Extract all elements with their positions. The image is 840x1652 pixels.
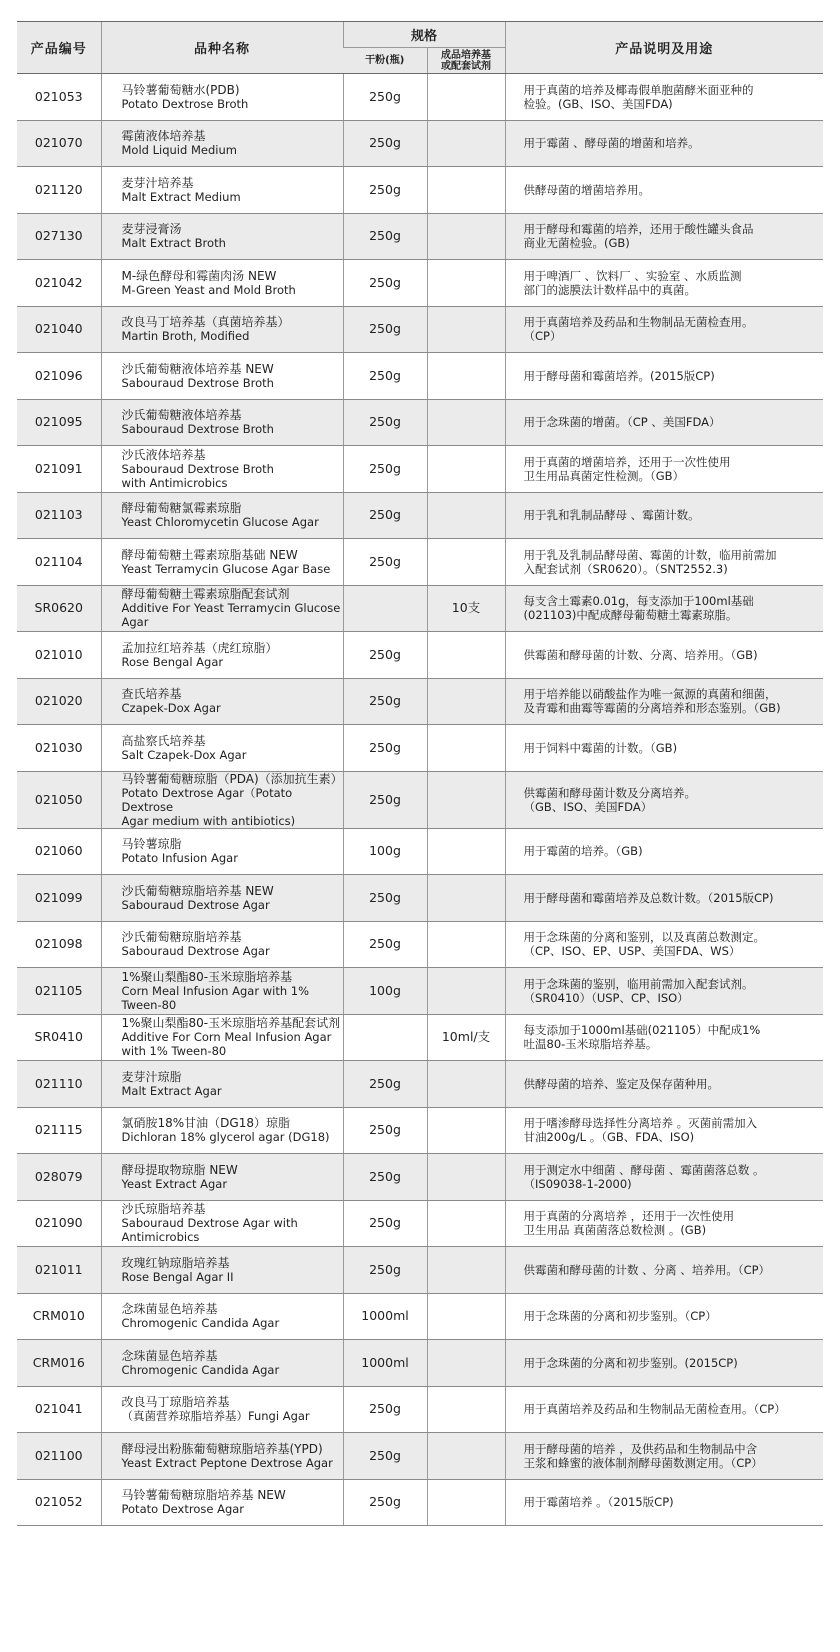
product-name-en: Potato Dextrose Agar（Potato Dextrose Agar medium with antibiotics) [121, 785, 296, 828]
kit-spec [427, 771, 505, 828]
kit-spec [427, 167, 505, 214]
product-code: 021053 [17, 74, 101, 121]
product-name-cn: 查氏培养基 [121, 687, 182, 702]
dry-powder-spec [343, 1014, 427, 1061]
product-description: 用于饲料中霉菌的计数。（GB) [505, 725, 823, 772]
table-row [17, 120, 823, 167]
dry-powder-spec: 100g [343, 828, 427, 875]
product-name [101, 921, 343, 968]
table-body [17, 74, 823, 1526]
product-name-en: Corn Meal Infusion Agar with 1% Tween-80 [121, 983, 310, 1012]
table-row [17, 1107, 823, 1154]
table-row [17, 632, 823, 679]
kit-spec [427, 1107, 505, 1154]
product-name-cn: 酵母浸出粉胨葡萄糖琼脂培养基(YPD) [121, 1441, 323, 1456]
product-name-en: Martin Broth, Modified [121, 329, 250, 344]
product-code: 021105 [17, 968, 101, 1015]
product-code: 021099 [17, 875, 101, 922]
product-description: 用于霉菌 、酵母菌的增菌和培养。 [505, 120, 823, 167]
dry-powder-spec: 250g [343, 1107, 427, 1154]
product-name [101, 585, 343, 632]
product-code: CRM016 [17, 1340, 101, 1387]
product-name [101, 306, 343, 353]
table-row [17, 1247, 823, 1294]
table-row [17, 1386, 823, 1433]
kit-spec [427, 1061, 505, 1108]
product-code: 021020 [17, 678, 101, 725]
product-name [101, 725, 343, 772]
product-name-cn: 马铃薯琼脂 [121, 837, 182, 852]
product-name-en: （真菌营养琼脂培养基）Fungi Agar [121, 1409, 310, 1424]
product-description: 用于真菌培养及药品和生物制品无菌检查用。（CP） [505, 1386, 823, 1433]
kit-spec [427, 968, 505, 1015]
kit-spec [427, 492, 505, 539]
product-name [101, 1014, 343, 1061]
product-description: 用于啤酒厂 、饮料厂 、实验室 、水质监测 部门的滤膜法计数样品中的真菌。 [505, 260, 823, 307]
header-product-name: 品种名称 [101, 22, 343, 74]
product-name [101, 492, 343, 539]
product-code: 021060 [17, 828, 101, 875]
product-name-en: Sabouraud Dextrose Agar [121, 944, 270, 959]
kit-spec [427, 1154, 505, 1201]
product-code: 021030 [17, 725, 101, 772]
product-name-cn: 酵母葡萄糖氯霉素琼脂 [121, 501, 242, 516]
header-dry-powder: 干粉(瓶) [343, 48, 427, 74]
product-name [101, 875, 343, 922]
product-name-cn: 沙氏液体培养基 [121, 447, 206, 462]
table-row [17, 828, 823, 875]
product-name-en: Chromogenic Candida Agar [121, 1316, 280, 1331]
product-name-en: Rose Bengal Agar [121, 654, 224, 669]
product-name [101, 1433, 343, 1480]
product-description: 用于念珠菌的鉴别，临用前需加入配套试剂。 （SR0410）（USP、CP、ISO） [505, 968, 823, 1015]
table-row [17, 1200, 823, 1247]
product-name [101, 446, 343, 493]
product-description: 每支含土霉素0.01g，每支添加于100ml基础 (021103)中配成酵母葡萄糖土霉素琼脂。 [505, 585, 823, 632]
product-code: SR0410 [17, 1014, 101, 1061]
product-name-cn: 1%聚山梨酯80-玉米琼脂培养基配套试剂 [121, 1016, 341, 1031]
product-name-cn: 酵母提取物琼脂 NEW [121, 1162, 238, 1177]
product-name [101, 539, 343, 586]
table-row [17, 678, 823, 725]
product-code: 021104 [17, 539, 101, 586]
product-table-container [17, 21, 823, 1526]
product-code: 021011 [17, 1247, 101, 1294]
kit-spec [427, 921, 505, 968]
product-name-en: Chromogenic Candida Agar [121, 1362, 280, 1377]
table-row [17, 921, 823, 968]
product-name-cn: 改良马丁培养基（真菌培养基） [121, 315, 290, 330]
table-row [17, 585, 823, 632]
kit-spec [427, 1293, 505, 1340]
product-name [101, 678, 343, 725]
product-name-en: Malt Extract Agar [121, 1083, 222, 1098]
product-code: 028079 [17, 1154, 101, 1201]
kit-spec: 10ml/支 [427, 1014, 505, 1061]
kit-spec [427, 306, 505, 353]
product-name-cn: 马铃薯葡萄糖水(PDB) [121, 82, 240, 97]
product-name-cn: 沙氏葡萄糖琼脂培养基 [121, 930, 242, 945]
product-description: 用于酵母菌的培养 ，及供药品和生物制品中含 王浆和蜂蜜的液体制剂酵母菌数测定用。（CP） [505, 1433, 823, 1480]
product-description: 每支添加于1000ml基础(021105）中配成1% 吐温80-玉米琼脂培养基。 [505, 1014, 823, 1061]
header-product-code: 产品编号 [17, 22, 101, 74]
product-code: 021050 [17, 771, 101, 828]
dry-powder-spec: 250g [343, 353, 427, 400]
product-name-cn: 改良马丁琼脂培养基 [121, 1395, 230, 1410]
product-description: 用于酵母和霉菌的培养，还用于酸性罐头食品 商业无菌检验。(GB) [505, 213, 823, 260]
dry-powder-spec: 250g [343, 1154, 427, 1201]
kit-spec [427, 353, 505, 400]
product-name-en: Potato Dextrose Broth [121, 96, 249, 111]
dry-powder-spec: 250g [343, 1200, 427, 1247]
product-description: 供霉菌和酵母菌的计数、分离、培养用。（GB) [505, 632, 823, 679]
product-name-en: Salt Czapek-Dox Agar [121, 747, 247, 762]
product-name-en: Yeast Terramycin Glucose Agar Base [121, 561, 331, 576]
product-description: 用于嗜渗酵母选择性分离培养 。灭菌前需加入 甘油200g/L 。（GB、FDA、ISO) [505, 1107, 823, 1154]
product-name [101, 1247, 343, 1294]
product-name-en: Dichloran 18% glycerol agar (DG18) [121, 1130, 330, 1145]
header-description: 产品说明及用途 [505, 22, 823, 74]
product-description: 用于真菌培养及药品和生物制品无菌检查用。 （CP） [505, 306, 823, 353]
product-code: 021052 [17, 1479, 101, 1526]
dry-powder-spec: 250g [343, 120, 427, 167]
table-row [17, 399, 823, 446]
product-description: 用于酵母菌和霉菌培养及总数计数。（2015版CP) [505, 875, 823, 922]
product-name [101, 353, 343, 400]
dry-powder-spec: 250g [343, 167, 427, 214]
table-row [17, 213, 823, 260]
table-row [17, 492, 823, 539]
product-code: 027130 [17, 213, 101, 260]
product-name-en: Mold Liquid Medium [121, 143, 237, 158]
product-code: 021110 [17, 1061, 101, 1108]
table-row [17, 968, 823, 1015]
product-name-en: Sabouraud Dextrose Agar [121, 897, 270, 912]
dry-powder-spec: 250g [343, 875, 427, 922]
product-description: 用于真菌的分离培养 ，还用于一次性使用 卫生用品 真菌菌落总数检测 。(GB) [505, 1200, 823, 1247]
product-name-en: Additive For Corn Meal Infusion Agar with 1% Tween-80 [121, 1030, 332, 1059]
product-description: 用于真菌的培养及椰毒假单胞菌酵米面亚种的 检验。(GB、ISO、美国FDA) [505, 74, 823, 121]
product-name-cn: 念珠菌显色培养基 [121, 1302, 218, 1317]
table-row [17, 1154, 823, 1201]
product-name-en: Malt Extract Medium [121, 189, 241, 204]
product-name [101, 1340, 343, 1387]
product-name-en: Yeast Chloromycetin Glucose Agar [121, 515, 319, 530]
dry-powder-spec [343, 585, 427, 632]
product-name [101, 1107, 343, 1154]
product-description: 用于培养能以硝酸盐作为唯一氮源的真菌和细菌， 及青霉和曲霉等霉菌的分离培养和形态鉴别。（GB) [505, 678, 823, 725]
product-name-cn: 沙氏葡萄糖琼脂培养基 NEW [121, 883, 274, 898]
product-name-cn: 孟加拉红培养基（虎红琼脂） [121, 640, 278, 655]
product-name [101, 1154, 343, 1201]
product-name-en: Additive For Yeast Terramycin Glucose Agar [121, 601, 341, 630]
dry-powder-spec: 250g [343, 725, 427, 772]
kit-spec [427, 678, 505, 725]
dry-powder-spec: 1000ml [343, 1340, 427, 1387]
table-row [17, 260, 823, 307]
product-name [101, 968, 343, 1015]
product-name-cn: 氯硝胺18%甘油（DG18）琼脂 [121, 1116, 290, 1131]
product-name [101, 399, 343, 446]
kit-spec [427, 1247, 505, 1294]
dry-powder-spec: 250g [343, 921, 427, 968]
product-name-cn: 高盐察氏培养基 [121, 733, 206, 748]
product-description: 用于真菌的增菌培养，还用于一次性使用 卫生用品真菌定性检测。（GB） [505, 446, 823, 493]
product-name [101, 771, 343, 828]
table-row [17, 1433, 823, 1480]
product-code: 021096 [17, 353, 101, 400]
kit-spec [427, 260, 505, 307]
product-code: 021042 [17, 260, 101, 307]
product-name-cn: 沙氏葡萄糖液体培养基 [121, 408, 242, 423]
product-name-cn: M-绿色酵母和霉菌肉汤 NEW [121, 268, 277, 283]
dry-powder-spec: 250g [343, 1386, 427, 1433]
product-name-en: Rose Bengal Agar II [121, 1269, 234, 1284]
product-description: 供霉菌和酵母菌计数及分离培养。 （GB、ISO、美国FDA） [505, 771, 823, 828]
product-description: 用于念珠菌的分离和鉴别，以及真菌总数测定。 （CP、ISO、EP、USP、美国FDA、WS） [505, 921, 823, 968]
product-description: 供酵母菌的增菌培养用。 [505, 167, 823, 214]
kit-spec [427, 632, 505, 679]
table-row [17, 353, 823, 400]
product-code: 021070 [17, 120, 101, 167]
dry-powder-spec: 250g [343, 306, 427, 353]
table-row [17, 539, 823, 586]
dry-powder-spec: 250g [343, 446, 427, 493]
kit-spec [427, 875, 505, 922]
dry-powder-spec: 250g [343, 1433, 427, 1480]
product-name [101, 167, 343, 214]
dry-powder-spec: 250g [343, 632, 427, 679]
product-description: 用于念珠菌的分离和初步鉴别。(2015CP) [505, 1340, 823, 1387]
product-code: 021120 [17, 167, 101, 214]
product-code: 021100 [17, 1433, 101, 1480]
kit-spec [427, 1200, 505, 1247]
product-code: 021090 [17, 1200, 101, 1247]
dry-powder-spec: 250g [343, 1479, 427, 1526]
product-name-cn: 麦芽汁培养基 [121, 175, 194, 190]
product-name-cn: 酵母葡萄糖土霉素琼脂基础 NEW [121, 547, 298, 562]
product-code: 021103 [17, 492, 101, 539]
dry-powder-spec: 250g [343, 539, 427, 586]
dry-powder-spec: 100g [343, 968, 427, 1015]
kit-spec [427, 1479, 505, 1526]
product-name-cn: 麦芽浸膏汤 [121, 222, 182, 237]
product-name-en: Yeast Extract Peptone Dextrose Agar [121, 1455, 333, 1470]
product-name [101, 74, 343, 121]
table-row [17, 1340, 823, 1387]
dry-powder-spec: 250g [343, 213, 427, 260]
product-name-en: Sabouraud Dextrose Broth [121, 422, 274, 437]
table-row [17, 771, 823, 828]
table-header [17, 22, 823, 74]
product-name-cn: 霉菌液体培养基 [121, 129, 206, 144]
product-name [101, 1061, 343, 1108]
table-row [17, 74, 823, 121]
kit-spec: 10支 [427, 585, 505, 632]
product-name [101, 632, 343, 679]
table-row [17, 1014, 823, 1061]
product-code: SR0620 [17, 585, 101, 632]
dry-powder-spec: 250g [343, 399, 427, 446]
product-code: 021115 [17, 1107, 101, 1154]
product-name-en: M-Green Yeast and Mold Broth [121, 282, 296, 297]
product-name-cn: 沙氏葡萄糖液体培养基 NEW [121, 361, 274, 376]
kit-spec [427, 399, 505, 446]
product-name [101, 120, 343, 167]
product-name-cn: 酵母葡萄糖土霉素琼脂配套试剂 [121, 587, 290, 602]
product-code: 021098 [17, 921, 101, 968]
product-name [101, 1293, 343, 1340]
kit-spec [427, 74, 505, 121]
product-name [101, 213, 343, 260]
dry-powder-spec: 250g [343, 1247, 427, 1294]
table-row [17, 1293, 823, 1340]
product-name-en: Sabouraud Dextrose Broth with Antimicrobics [121, 461, 274, 490]
product-code: 021010 [17, 632, 101, 679]
product-name-en: Sabouraud Dextrose Agar with Antimicrobics [121, 1216, 298, 1245]
kit-spec [427, 213, 505, 260]
product-description: 用于念珠菌的分离和初步鉴别。（CP） [505, 1293, 823, 1340]
product-name-en: Potato Infusion Agar [121, 851, 238, 866]
product-code: 021040 [17, 306, 101, 353]
product-description: 供酵母菌的培养、鉴定及保存菌种用。 [505, 1061, 823, 1108]
product-description: 用于酵母菌和霉菌培养。(2015版CP) [505, 353, 823, 400]
product-name-cn: 玫瑰红钠琼脂培养基 [121, 1255, 230, 1270]
product-description: 供霉菌和酵母菌的计数 、分离 、培养用。（CP） [505, 1247, 823, 1294]
product-name-cn: 1%聚山梨酯80-玉米琼脂培养基 [121, 969, 293, 984]
kit-spec [427, 120, 505, 167]
product-name-cn: 沙氏琼脂培养基 [121, 1202, 206, 1217]
product-name-en: Sabouraud Dextrose Broth [121, 375, 274, 390]
dry-powder-spec: 250g [343, 260, 427, 307]
dry-powder-spec: 250g [343, 1061, 427, 1108]
product-name [101, 828, 343, 875]
table-row [17, 1061, 823, 1108]
product-table [17, 21, 823, 1526]
table-row [17, 725, 823, 772]
product-code: 021041 [17, 1386, 101, 1433]
dry-powder-spec: 250g [343, 678, 427, 725]
kit-spec [427, 446, 505, 493]
product-name [101, 260, 343, 307]
kit-spec [427, 539, 505, 586]
kit-spec [427, 1386, 505, 1433]
product-name-en: Czapek-Dox Agar [121, 701, 221, 716]
product-name-en: Yeast Extract Agar [121, 1176, 228, 1191]
table-row [17, 446, 823, 493]
dry-powder-spec: 250g [343, 492, 427, 539]
product-name-en: Potato Dextrose Agar [121, 1502, 245, 1517]
table-row [17, 306, 823, 353]
kit-spec [427, 725, 505, 772]
product-description: 用于乳及乳制品酵母菌、霉菌的计数，临用前需加 入配套试剂（SR0620）。（SNT2552.3) [505, 539, 823, 586]
table-row [17, 1479, 823, 1526]
product-description: 用于霉菌培养 。（2015版CP) [505, 1479, 823, 1526]
product-code: 021095 [17, 399, 101, 446]
product-description: 用于乳和乳制品酵母 、霉菌计数。 [505, 492, 823, 539]
dry-powder-spec: 1000ml [343, 1293, 427, 1340]
kit-spec [427, 1433, 505, 1480]
product-name [101, 1386, 343, 1433]
dry-powder-spec: 250g [343, 771, 427, 828]
product-name-cn: 念珠菌显色培养基 [121, 1348, 218, 1363]
product-code: 021091 [17, 446, 101, 493]
product-description: 用于念珠菌的增菌。（CP 、美国FDA） [505, 399, 823, 446]
table-row [17, 167, 823, 214]
table-row [17, 875, 823, 922]
header-kit: 成品培养基 或配套试剂 [427, 48, 505, 74]
dry-powder-spec: 250g [343, 74, 427, 121]
kit-spec [427, 1340, 505, 1387]
product-name [101, 1200, 343, 1247]
product-name-en: Malt Extract Broth [121, 236, 226, 251]
product-description: 用于测定水中细菌 、酵母菌 、霉菌菌落总数 。 （IS09038-1-2000) [505, 1154, 823, 1201]
kit-spec [427, 828, 505, 875]
product-code: CRM010 [17, 1293, 101, 1340]
product-name-cn: 马铃薯葡萄糖琼脂（PDA)（添加抗生素） [121, 771, 343, 786]
product-description: 用于霉菌的培养。（GB) [505, 828, 823, 875]
header-specification: 规格 [343, 22, 505, 48]
product-name-cn: 马铃薯葡萄糖琼脂培养基 NEW [121, 1488, 286, 1503]
product-name [101, 1479, 343, 1526]
product-name-cn: 麦芽汁琼脂 [121, 1069, 182, 1084]
